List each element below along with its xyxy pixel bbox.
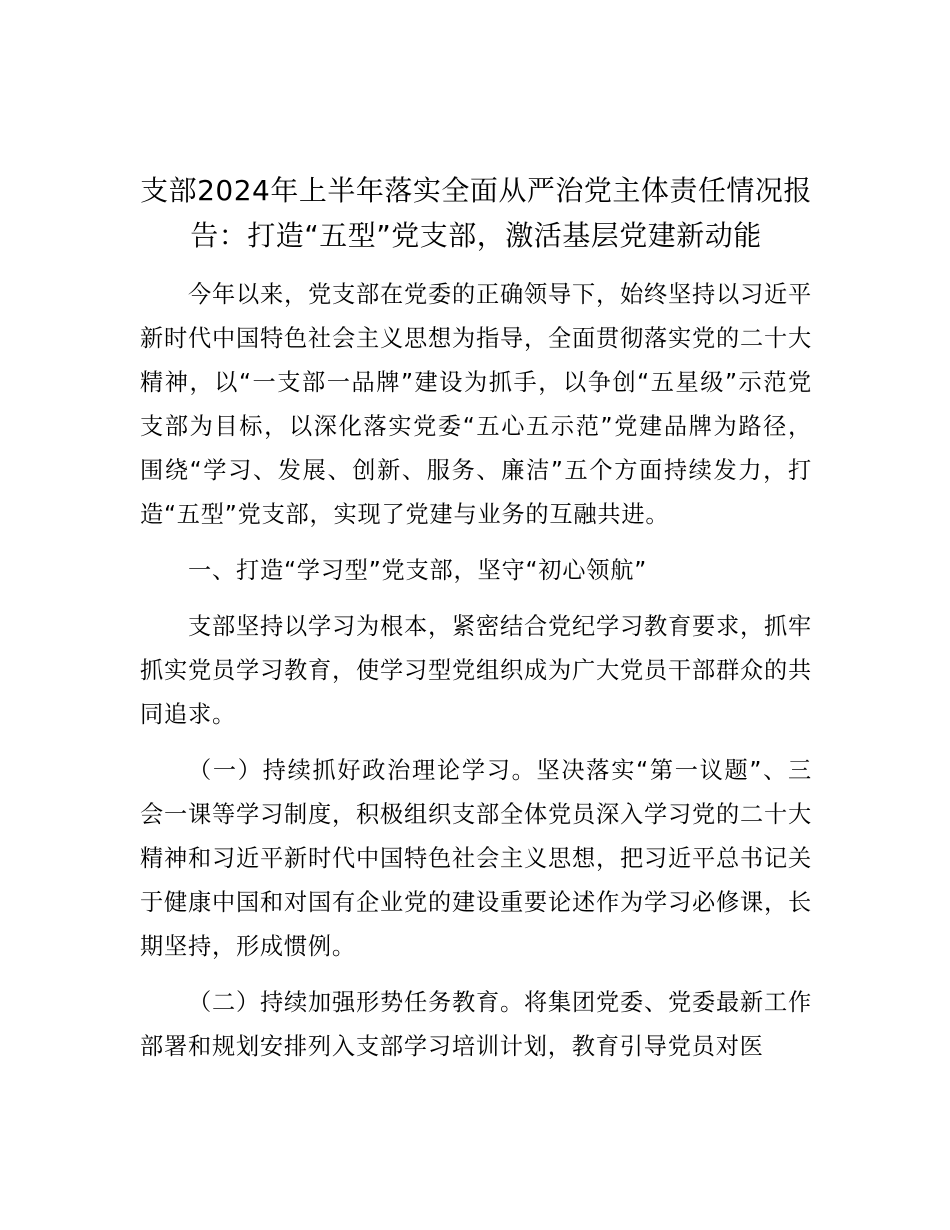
document-title: 支部2024年上半年落实全面从严治党主体责任情况报告：打造“五型”党支部，激活基层党建新动能 bbox=[140, 174, 812, 252]
document-page bbox=[140, 168, 812, 1081]
document-body bbox=[140, 273, 812, 1069]
intro-paragraph: 今年以来，党支部在党委的正确领导下，始终坚持以习近平新时代中国特色社会主义思想为指导，全面贯彻落实党的二十大精神，以“一支部一品牌”建设为抓手，以争创“五星级”示范党支部为目标，以深化落实党委“五心五示范”党建品牌为路径，围绕“学习、发展、创新、服务、廉洁”五个方面持续发力，打造“五型”党支部，实现了党建与业务的互融共进。 bbox=[140, 281, 812, 528]
subsection-2-paragraph: （二）持续加强形势任务教育。将集团党委、党委最新工作部署和规划安排列入支部学习培训计划，教育引导党员对医 bbox=[140, 989, 812, 1060]
section-heading-1: 一、打造“学习型”党支部，坚守“初心领航” bbox=[188, 557, 648, 584]
section-1-paragraph: 支部坚持以学习为根本，紧密结合党纪学习教育要求，抓牢抓实党员学习教育，使学习型党组织成为广大党员干部群众的共同追求。 bbox=[140, 613, 812, 728]
subsection-1-paragraph: （一）持续抓好政治理论学习。坚决落实“第一议题”、三会一课等学习制度，积极组织支部全体党员深入学习党的二十大精神和习近平新时代中国特色社会主义思想，把习近平总书记关于健康中国和对国有企业党的建设重要论述作为学习必修课，长期坚持，形成惯例。 bbox=[140, 757, 812, 960]
